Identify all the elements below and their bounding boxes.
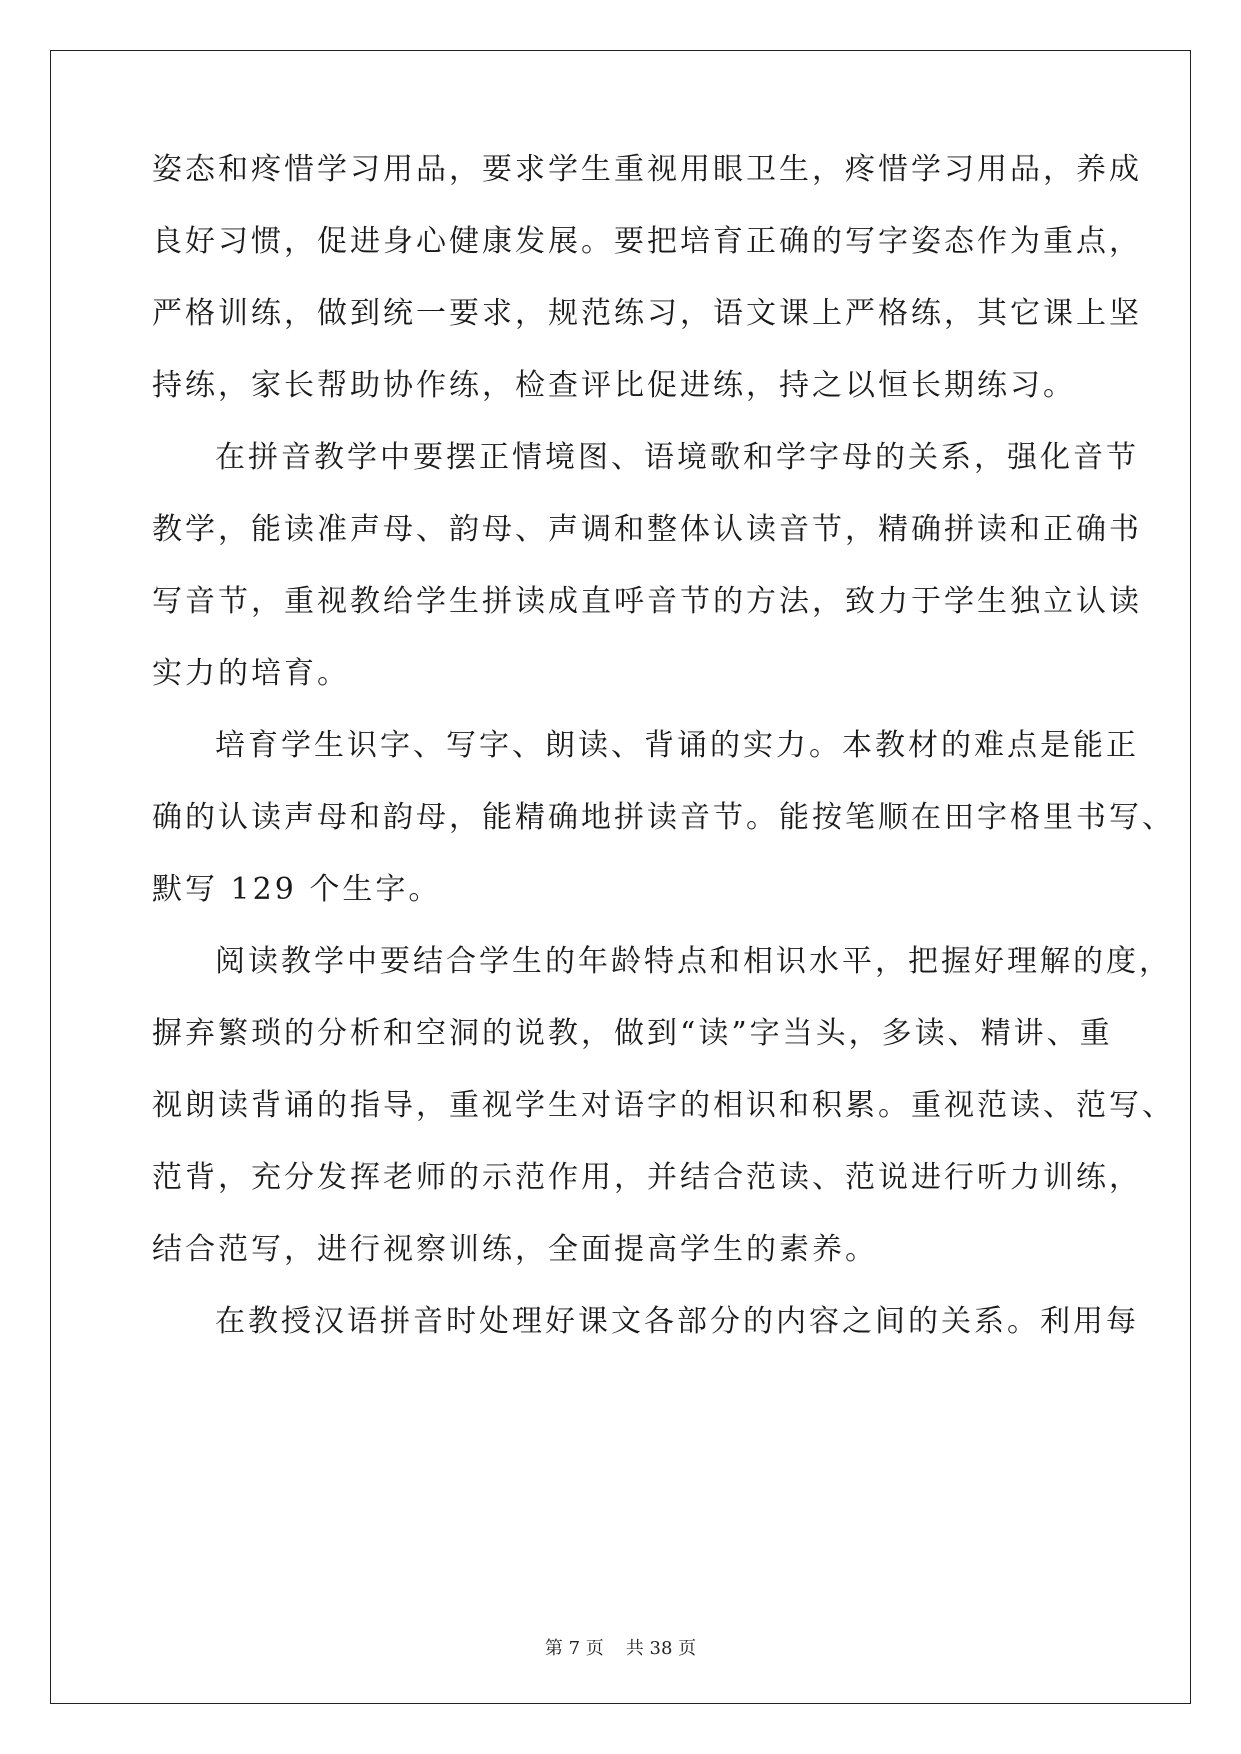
body-text-line: 默写 129 个生字。 [152, 872, 442, 907]
body-text-line: 实力的培育。 [152, 656, 350, 691]
body-text-line: 结合范写，进行视察训练，全面提高学生的素养。 [152, 1232, 878, 1267]
body-text-line: 确的认读声母和韵母，能精确地拼读音节。能按笔顺在田字格里书写、 [152, 800, 1175, 835]
paragraph-first-line: 在教授汉语拼音时处理好课文各部分的内容之间的关系。利用每 [215, 1304, 1139, 1339]
body-text-line: 摒弃繁琐的分析和空洞的说教，做到“读”字当头，多读、精讲、重 [152, 1016, 1113, 1051]
body-text-line: 姿态和疼惜学习用品，要求学生重视用眼卫生，疼惜学习用品，养成 [152, 152, 1142, 187]
body-text-line: 教学，能读准声母、韵母、声调和整体认读音节，精确拼读和正确书 [152, 512, 1142, 547]
body-text-line: 持练，家长帮助协作练，检查评比促进练，持之以恒长期练习。 [152, 368, 1076, 403]
body-text-line: 视朗读背诵的指导，重视学生对语字的相识和积累。重视范读、范写、 [152, 1088, 1175, 1123]
page-number: 第 7 页 [544, 1638, 604, 1659]
body-text-line: 严格训练，做到统一要求，规范练习，语文课上严格练，其它课上坚 [152, 296, 1142, 331]
total-pages: 共 38 页 [625, 1638, 697, 1659]
paragraph-first-line: 阅读教学中要结合学生的年龄特点和相识水平，把握好理解的度， [215, 944, 1172, 979]
page-footer [0, 1638, 1241, 1660]
paragraph-first-line: 培育学生识字、写字、朗读、背诵的实力。本教材的难点是能正 [215, 728, 1139, 763]
body-text-line: 良好习惯，促进身心健康发展。要把培育正确的写字姿态作为重点， [152, 224, 1142, 259]
paragraph-first-line: 在拼音教学中要摆正情境图、语境歌和学字母的关系，强化音节 [215, 440, 1139, 475]
body-text-line: 写音节，重视教给学生拼读成直呼音节的方法，致力于学生独立认读 [152, 584, 1142, 619]
body-text-line: 范背，充分发挥老师的示范作用，并结合范读、范说进行听力训练， [152, 1160, 1142, 1195]
